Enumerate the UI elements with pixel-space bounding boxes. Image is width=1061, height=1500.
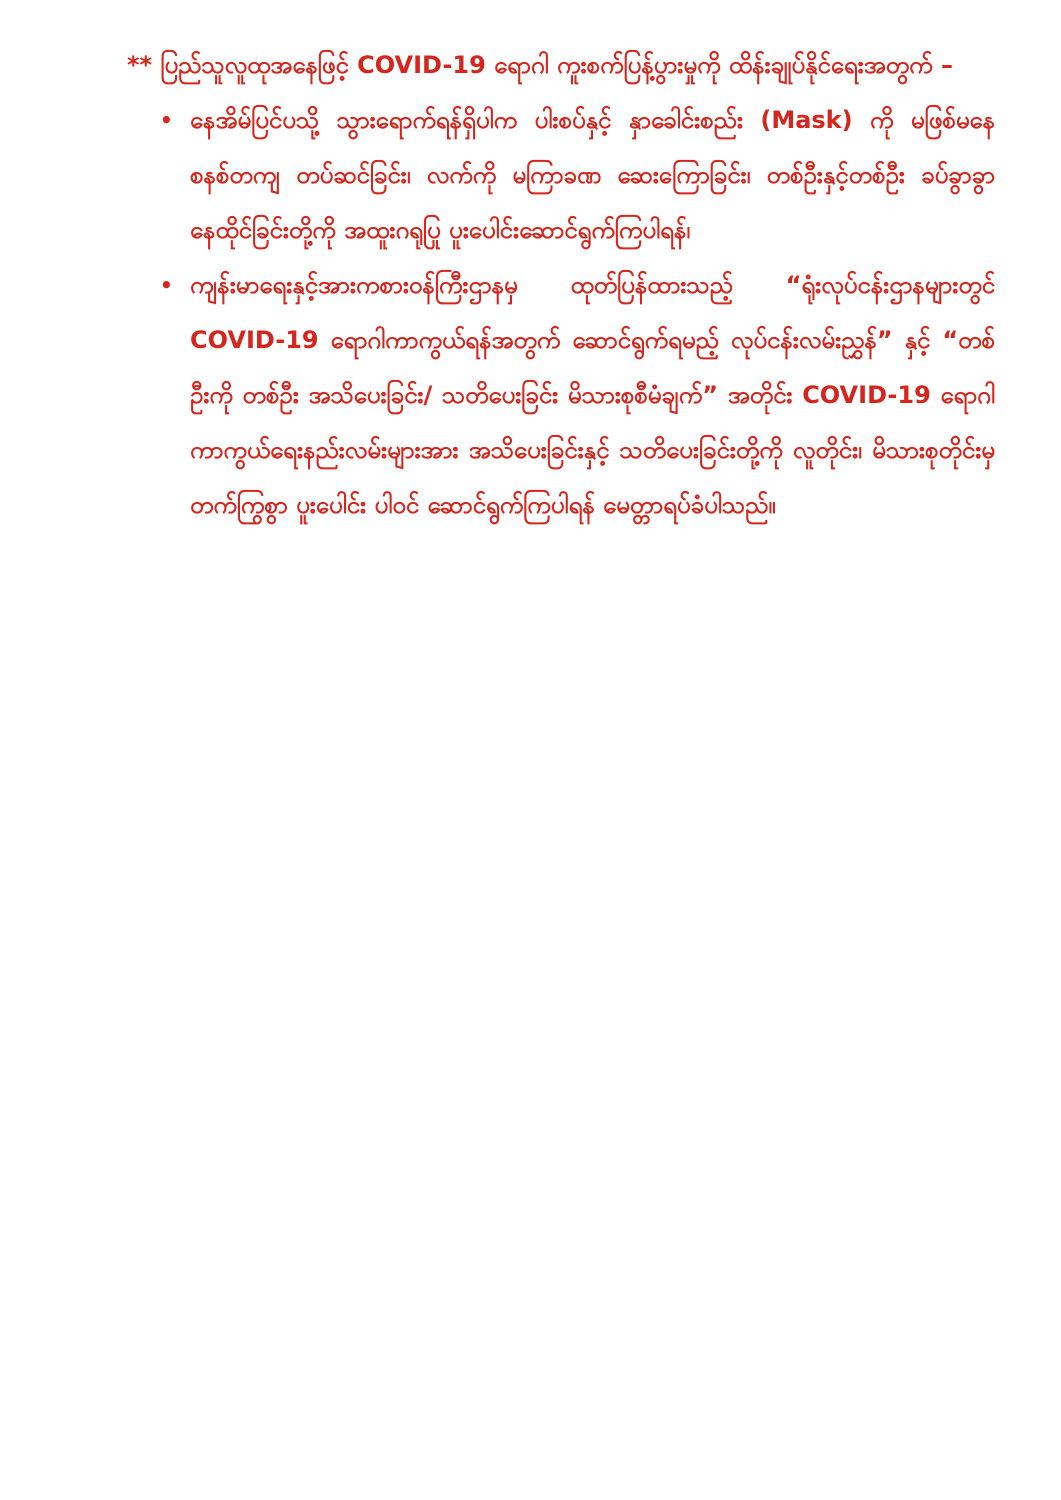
bullet-list [127, 93, 995, 533]
bullet-text: နေအိမ်ပြင်ပသို့ သွားရောက်ရန်ရှိပါက ပါးစပ်နှင့် နှာခေါင်းစည်း (Mask) ကို မဖြစ်မနေ စနစ်တကျ တပ်ဆင်ခြင်း၊ လက်ကို မကြာခဏ ဆေးကြောခြင်း၊ တစ်ဦးနှင့်တစ်ဦး ခပ်ခွာခွာ နေထိုင်ခြင်းတို့ကို အထူးဂရုပြု ပူးပေါင်းဆောင်ရွက်ကြပါရန်၊ [190, 106, 995, 244]
document-heading: ** ပြည်သူလူထုအနေဖြင့် COVID-19 ရောဂါ ကူးစက်ပြန့်ပွားမှုကို ထိန်းချုပ်နိုင်ရေးအတွက် – [127, 51, 953, 79]
bullet-item [127, 93, 995, 258]
bullet-text: ကျန်းမာရေးနှင့်အားကစားဝန်ကြီးဌာနမှ ထုတ်ပြန်ထားသည့် “ရုံးလုပ်ငန်းဌာနများတွင် COVID-19 ရောဂါကာကွယ်ရန်အတွက် ဆောင်ရွက်ရမည့် လုပ်ငန်းလမ်းညွှန်” နှင့် “တစ်ဦးကို တစ်ဦး အသိပေးခြင်း/ သတိပေးခြင်း မိသားစုစီမံချက်” အတိုင်း COVID-19 ရောဂါ ကာကွယ်ရေးနည်းလမ်းများအား အသိပေးခြင်းနှင့် သတိပေးခြင်းတို့ကို လူတိုင်း၊ မိသားစုတိုင်းမှ တက်ကြွစွာ ပူးပေါင်း ပါဝင် ဆောင်ရွက်ကြပါရန် မေတ္တာရပ်ခံပါသည်။ [190, 271, 995, 519]
bullet-icon: • [160, 273, 173, 297]
bullet-item [127, 258, 995, 533]
bullet-icon: • [160, 108, 173, 132]
document-content [127, 38, 995, 533]
